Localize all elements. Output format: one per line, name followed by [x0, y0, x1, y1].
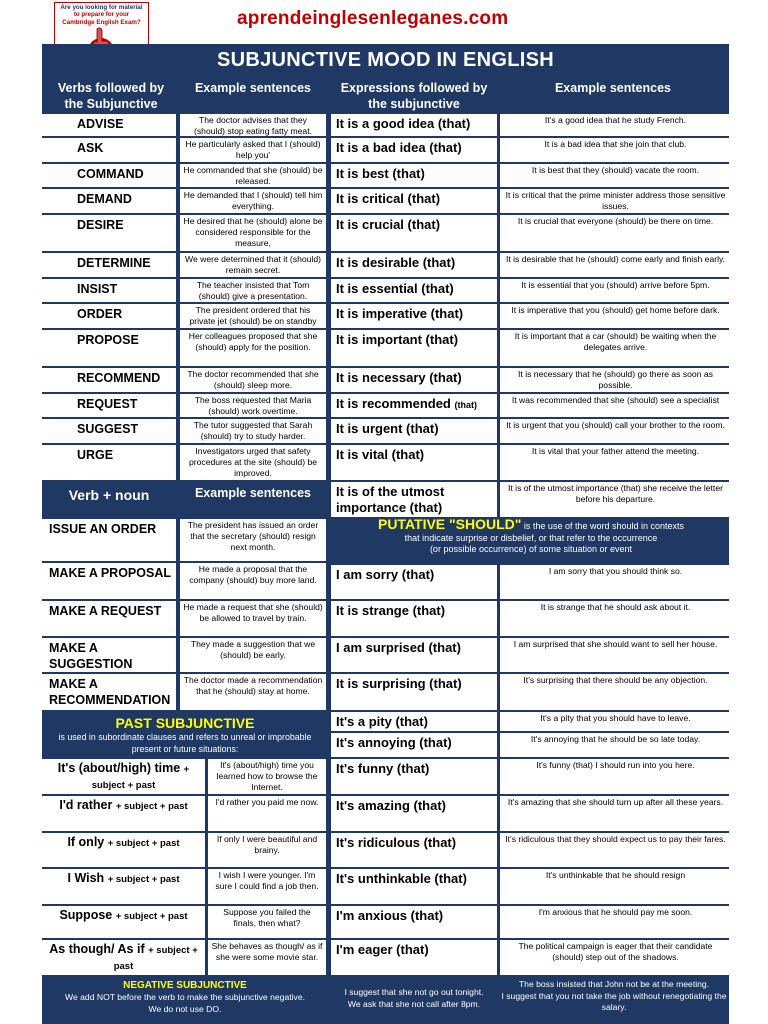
putative-line1: is the use of the word should in contexts — [521, 521, 685, 531]
putative-expression-cell: I'm anxious (that) — [331, 906, 497, 938]
verb-cell: SUGGEST — [42, 419, 176, 443]
verb-example-cell: The tutor suggested that Sarah (should) try to study harder. — [180, 419, 326, 443]
putative-example-cell: It's annoying that he should be so late today. — [500, 733, 731, 757]
past-structure-cell: I'd rather + subject + past — [42, 796, 205, 831]
expression-example-cell: It is urgent that you (should) call your brother to the room. — [500, 419, 731, 443]
putative-expression-cell: It's ridiculous (that) — [331, 833, 497, 867]
putative-example-cell: The political campaign is eager that their candidate (should) step out of the shadows. — [500, 940, 731, 975]
verb-cell: ORDER — [42, 304, 176, 328]
past-structure-cell: I Wish + subject + past — [42, 869, 205, 904]
verb-cell: PROPOSE — [42, 330, 176, 366]
expression-cell: It is important (that) — [331, 330, 497, 366]
negative-example-2: The boss insisted that John not be at the meeting. I suggest that you not take the job without renegotiating the salary. — [501, 979, 727, 1012]
putative-example-cell: It's amazing that she should turn up after all these years. — [500, 796, 731, 831]
verb-noun-example-cell: He made a proposal that the company (should) buy more land. — [180, 563, 326, 599]
putative-expression-cell: It's funny (that) — [331, 759, 497, 794]
header-examples-expressions: Example sentences — [500, 80, 726, 98]
expression-example-cell: It is critical that the prime minister address those sensitive issues. — [500, 189, 731, 213]
expression-cell: It is imperative (that) — [331, 304, 497, 328]
putative-line2: that indicate surprise or disbelief, or that refer to the occurrence — [404, 532, 658, 543]
page-title: SUBJUNCTIVE MOOD IN ENGLISH — [216, 49, 555, 71]
expression-cell: It is a bad idea (that) — [331, 138, 497, 162]
past-subjunctive-title: PAST SUBJUNCTIVE — [115, 715, 255, 731]
verb-cell: DEMAND — [42, 189, 176, 213]
putative-expression-cell: It's a pity (that) — [331, 712, 497, 731]
expression-example-cell: It is imperative that you (should) get home before dark. — [500, 304, 731, 328]
expression-example-cell: It is vital that your father attend the meeting. — [500, 445, 731, 480]
promo-text: Are you looking for material to prepare for your Cambridge English Exam? — [60, 4, 143, 26]
putative-expression-cell: It's amazing (that) — [331, 796, 497, 831]
verb-cell: DETERMINE — [42, 253, 176, 277]
verb-example-cell: The boss requested that Maria (should) work overtime. — [180, 394, 326, 417]
verb-noun-example-cell: The doctor made a recommendation that he (should) stay at home. — [180, 674, 326, 710]
verb-example-cell: He desired that he (should) alone be considered responsible for the measure, — [180, 215, 326, 251]
verb-cell: INSIST — [42, 279, 176, 302]
negative-desc-1: We add NOT before the verb to make the subjunctive negative. — [65, 992, 305, 1002]
verb-example-cell: The teacher insisted that Tom (should) give a presentation. — [180, 279, 326, 302]
putative-expression-cell: It is surprising (that) — [331, 674, 497, 710]
putative-example-cell: It's ridiculous that they should expect us to pay their fares. — [500, 833, 731, 867]
past-subjunctive-section — [42, 712, 328, 758]
verb-example-cell: The president ordered that his private jet (should) be on standby — [180, 304, 326, 328]
header-examples-verbs: Example sentences — [180, 80, 326, 98]
header-examples-verbnoun: Example sentences — [180, 485, 326, 501]
expression-cell: It is critical (that) — [331, 189, 497, 213]
putative-expression-cell: It's unthinkable (that) — [331, 869, 497, 904]
negative-desc-2: We do not use DO. — [148, 1003, 222, 1014]
putative-example-cell: I am sorry that you should think so. — [500, 565, 731, 599]
verb-noun-example-cell: The president has issued an order that the secretary (should) resign next month. — [180, 519, 326, 561]
past-example-cell: Suppose you failed the finals, then what? — [208, 906, 326, 938]
verb-noun-cell: MAKE A SUGGESTION — [42, 638, 176, 672]
expression-cell: It is of the utmost importance (that) — [331, 482, 497, 517]
verb-noun-cell: ISSUE AN ORDER — [42, 519, 176, 561]
expression-example-cell: It is of the utmost importance (that) she receive the letter before his departure. — [500, 482, 731, 517]
putative-example-cell: I'm anxious that he should pay me soon. — [500, 906, 731, 938]
verb-noun-cell: MAKE A REQUEST — [42, 601, 176, 636]
expression-cell: It is essential (that) — [331, 279, 497, 302]
expression-example-cell: It is crucial that everyone (should) be there on time. — [500, 215, 731, 251]
header-verb-noun: Verb + noun — [42, 485, 176, 505]
putative-expression-cell: It's annoying (that) — [331, 733, 497, 757]
expression-example-cell: It was recommended that she (should) see a specialist — [500, 394, 731, 417]
expression-example-cell: It is best that they (should) vacate the room. — [500, 164, 731, 187]
negative-example-1: I suggest that she not go out tonight. We ask that she not call after 8pm. — [344, 987, 484, 1009]
verb-noun-cell: MAKE A PROPOSAL — [42, 563, 176, 599]
past-structure-cell: If only + subject + past — [42, 833, 205, 867]
putative-example-cell: I am surprised that she should want to sell her house. — [500, 638, 731, 672]
expression-cell: It is best (that) — [331, 164, 497, 187]
expression-cell: It is crucial (that) — [331, 215, 497, 251]
verb-cell: URGE — [42, 445, 176, 480]
past-example-cell: If only I were beautiful and brainy. — [208, 833, 326, 867]
past-subjunctive-desc: is used in subordinate clauses and refers to unreal or improbable present or future situations: — [58, 732, 312, 754]
expression-example-cell: It's a good idea that he study French. — [500, 114, 731, 136]
verb-example-cell: Her colleagues proposed that she (should) apply for the position. — [180, 330, 326, 366]
site-url[interactable]: aprendeinglesenleganes.com — [237, 8, 509, 29]
verb-noun-cell: MAKE A RECOMMENDATION — [42, 674, 176, 710]
verb-cell: ASK — [42, 138, 176, 162]
expression-example-cell: It is a bad idea that she join that club. — [500, 138, 731, 162]
verb-cell: RECOMMEND — [42, 368, 176, 392]
verb-cell: REQUEST — [42, 394, 176, 417]
expression-cell: It is desirable (that) — [331, 253, 497, 277]
expression-example-cell: It is important that a car (should) be waiting when the delegates arrive. — [500, 330, 731, 366]
past-structure-cell: It's (about/high) time + subject + past — [42, 759, 205, 794]
expression-cell: It is urgent (that) — [331, 419, 497, 443]
header-expressions: Expressions followed by the subjunctive — [334, 80, 494, 112]
putative-example-cell: It's funny (that) I should run into you here. — [500, 759, 731, 794]
expression-example-cell: It is necessary that he (should) go there as soon as possible. — [500, 368, 731, 392]
verb-example-cell: We were determined that it (should) remain secret. — [180, 253, 326, 277]
past-example-cell: It's (about/high) time you learned how to browse the Internet. — [208, 759, 326, 794]
expression-cell: It is recommended (that) — [331, 394, 497, 417]
verb-example-cell: He particularly asked that I (should) help you' — [180, 138, 326, 162]
header-verbs: Verbs followed by the Subjunctive — [52, 80, 170, 112]
verb-noun-example-cell: He made a request that she (should) be allowed to travel by train. — [180, 601, 326, 636]
verb-cell: ADVISE — [42, 114, 176, 136]
negative-subjunctive-title: NEGATIVE SUBJUNCTIVE — [123, 980, 247, 991]
putative-line3: (or possible occurrence) of some situation or event — [429, 544, 633, 554]
verb-cell: COMMAND — [42, 164, 176, 187]
verb-cell: DESIRE — [42, 215, 176, 251]
expression-example-cell: It is essential that you (should) arrive before 5pm. — [500, 279, 731, 302]
past-structure-cell: As though/ As if + subject + past — [42, 940, 205, 975]
putative-expression-cell: I am sorry (that) — [331, 565, 497, 599]
negative-subjunctive-section — [42, 979, 328, 1021]
putative-example-cell: It is strange that he should ask about it. — [500, 601, 731, 636]
verb-example-cell: The doctor advises that they (should) stop eating fatty meat. — [180, 114, 326, 136]
putative-should-section — [331, 516, 731, 565]
expression-cell: It is vital (that) — [331, 445, 497, 480]
putative-example-cell: It's unthinkable that he should resign — [500, 869, 731, 904]
verb-example-cell: He demanded that I (should) tell him everything. — [180, 189, 326, 213]
verb-example-cell: The doctor recommended that she (should) sleep more. — [180, 368, 326, 392]
expression-example-cell: It is desirable that he (should) come early and finish early. — [500, 253, 731, 277]
past-example-cell: I'd rather you paid me now. — [208, 796, 326, 831]
putative-title: PUTATIVE "SHOULD" — [377, 516, 522, 532]
verb-example-cell: He commanded that she (should) be released. — [180, 164, 326, 187]
expression-cell: It is necessary (that) — [331, 368, 497, 392]
putative-expression-cell: I am surprised (that) — [331, 638, 497, 672]
putative-expression-cell: I'm eager (that) — [331, 940, 497, 975]
expression-cell: It is a good idea (that) — [331, 114, 497, 136]
past-example-cell: She behaves as though/ as if she were some movie star. — [208, 940, 326, 975]
putative-expression-cell: It is strange (that) — [331, 601, 497, 636]
verb-noun-example-cell: They made a suggestion that we (should) be early. — [180, 638, 326, 672]
past-example-cell: I wish I were younger. I'm sure I could find a job then. — [208, 869, 326, 904]
past-structure-cell: Suppose + subject + past — [42, 906, 205, 938]
putative-example-cell: It's a pity that you should have to leave. — [500, 712, 731, 731]
verb-example-cell: Investigators urged that safety procedures at the site (should) be improved. — [180, 445, 326, 480]
putative-example-cell: It's surprising that there should be any objection. — [500, 674, 731, 710]
